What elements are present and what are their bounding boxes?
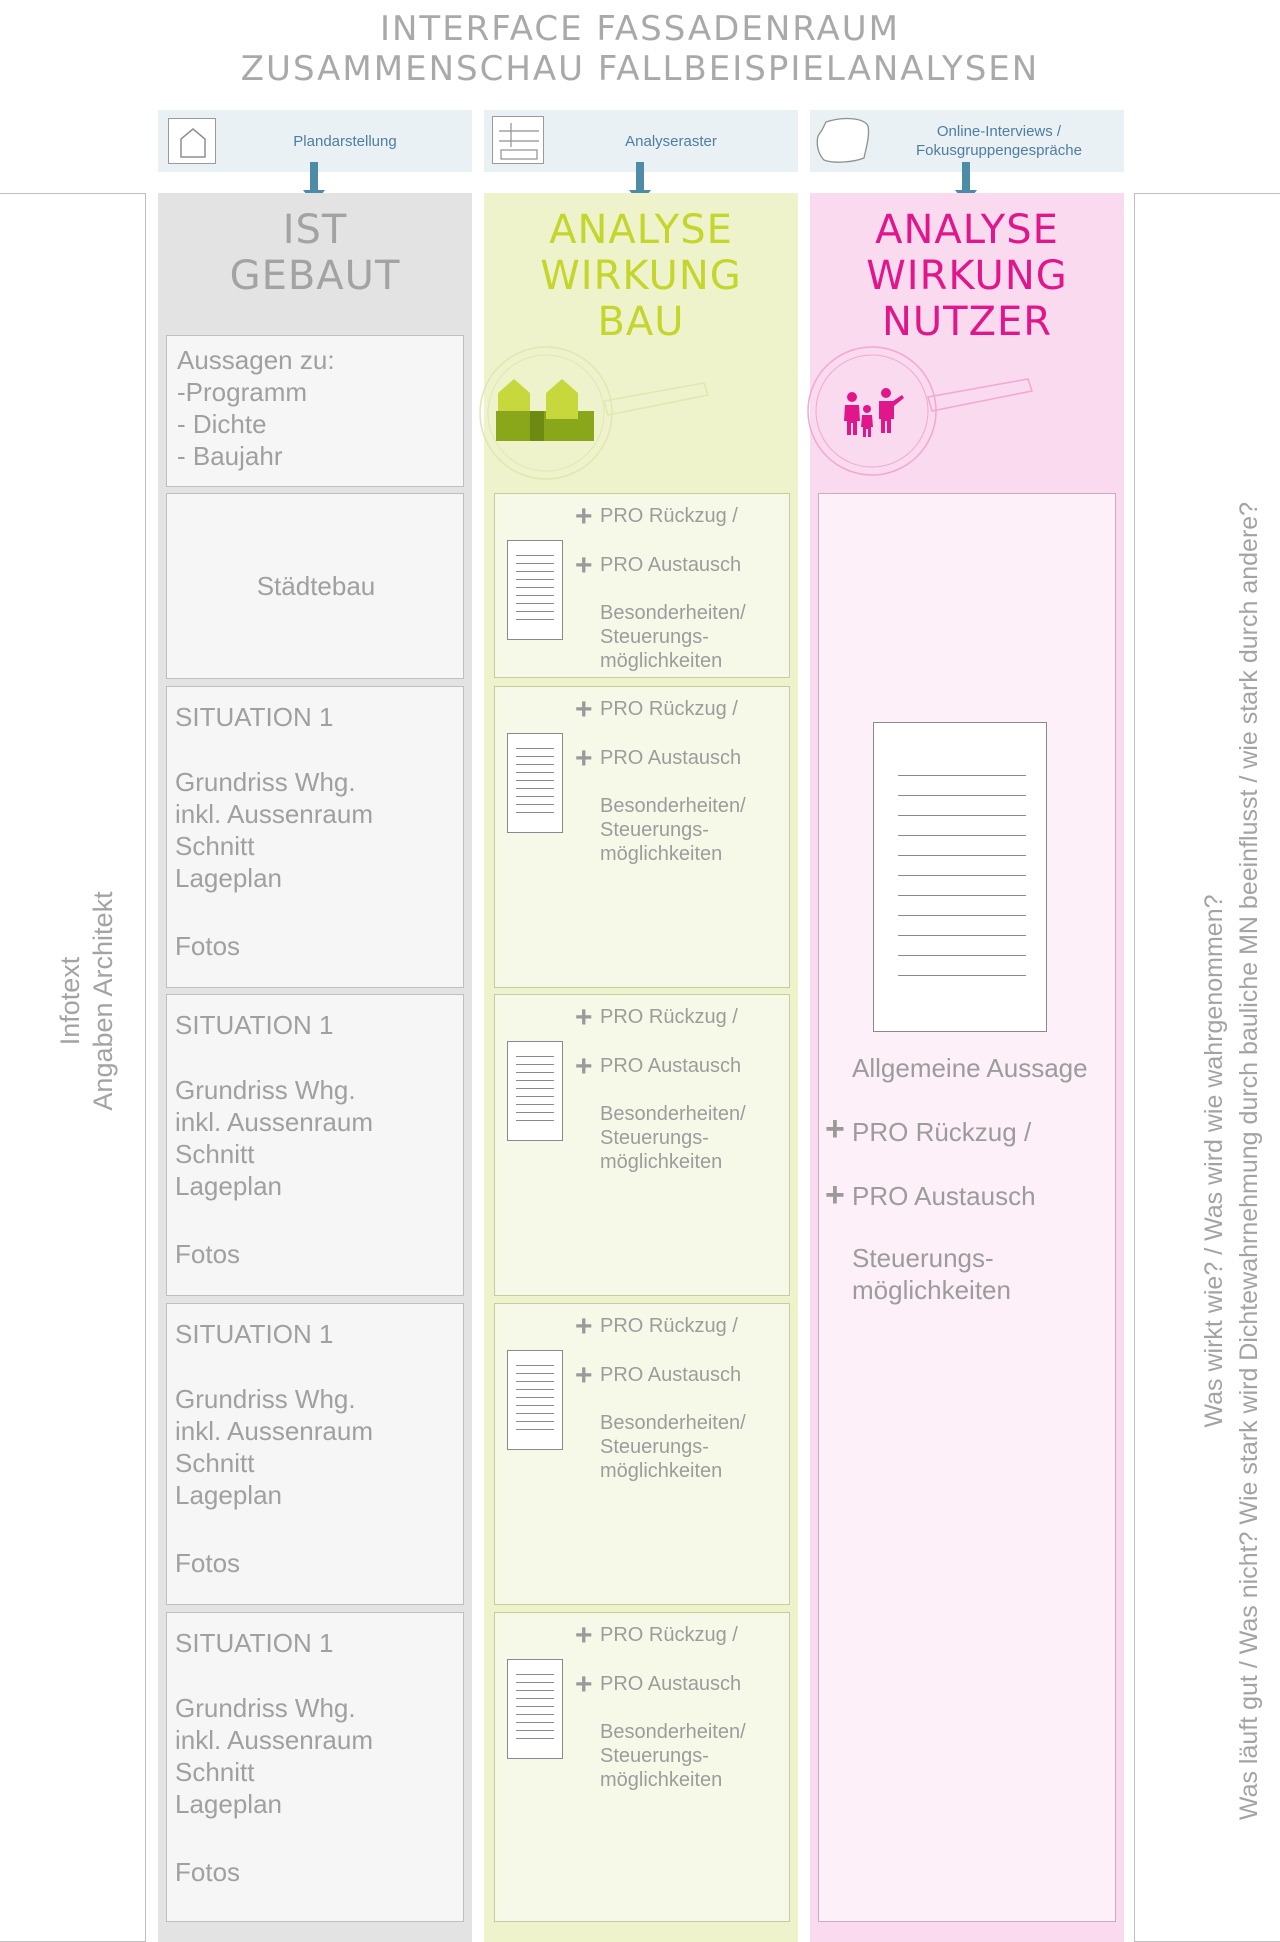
column-heading: GEBAUT: [229, 253, 401, 299]
situation-body: Grundriss Whg. inkl. Aussenraum Schnitt Lageplan: [175, 1075, 373, 1201]
column-wirkung-nutzer: [810, 193, 1124, 1942]
pro-austausch: PRO Austausch: [852, 1181, 1036, 1211]
situation-body: Grundriss Whg. inkl. Aussenraum Schnitt Lageplan: [175, 767, 373, 893]
analysis-row: [494, 1612, 790, 1922]
besonderheiten: Besonderheiten/ Steuerungs- möglichkeiten: [600, 1103, 746, 1173]
column-heading: WIRKUNG: [540, 253, 742, 299]
arrow-down-icon: [310, 162, 318, 192]
source-label: Plandarstellung: [293, 133, 397, 150]
column-heading: BAU: [597, 299, 685, 345]
grid-form-icon: [492, 116, 544, 164]
situation-title: SITUATION 1: [175, 702, 334, 732]
column-heading: IST: [282, 207, 348, 253]
besonderheiten: Besonderheiten/ Steuerungs- möglichkeiten: [600, 1721, 746, 1791]
situation-fotos: Fotos: [175, 1239, 241, 1269]
infotext-line2: Angaben Architekt: [88, 891, 118, 1111]
analysis-row: [494, 994, 790, 1296]
people-magnifier-icon: [802, 343, 1082, 483]
situation-box: [166, 1303, 464, 1605]
pro-austausch: PRO Austausch: [600, 1055, 742, 1077]
nutzer-summary-box: [818, 493, 1116, 1922]
plus-icon: +: [575, 1310, 593, 1343]
analysis-row: [494, 1303, 790, 1605]
house-outline-icon: [168, 118, 216, 164]
staedtebau-label: Städtebau: [256, 571, 376, 601]
situation-body: Grundriss Whg. inkl. Aussenraum Schnitt Lageplan: [175, 1693, 373, 1819]
questions-line1: Was wirkt wie? / Was wird wie wahrgenommen?: [1200, 894, 1228, 1428]
situation-title: SITUATION 1: [175, 1319, 334, 1349]
intro-text: Aussagen zu: -Programm - Dichte - Baujahr: [177, 345, 335, 471]
analysis-row: [494, 686, 790, 988]
pro-rueckzug: PRO Rückzug /: [600, 505, 738, 527]
pro-austausch: PRO Austausch: [600, 747, 742, 769]
situation-fotos: Fotos: [175, 931, 241, 961]
buildings-magnifier-icon: [476, 343, 756, 483]
pro-rueckzug: PRO Rückzug /: [600, 1624, 738, 1646]
infotext-sidebar: [0, 193, 146, 1942]
plus-icon: +: [825, 1110, 845, 1148]
plus-icon: +: [575, 742, 593, 775]
pro-austausch: PRO Austausch: [600, 554, 742, 576]
source-label-line1: Online-Interviews /: [936, 123, 1062, 140]
pro-rueckzug: PRO Rückzug /: [600, 1006, 738, 1028]
column-wirkung-bau: [484, 193, 798, 1942]
situation-fotos: Fotos: [175, 1857, 241, 1887]
plus-icon: +: [575, 1050, 593, 1083]
questions-line2: Was läuft gut / Was nicht? Wie stark wird Dichtewahrnehmung durch bauliche MN beeinflusst / wie stark durch andere?: [1235, 501, 1263, 1821]
page-title-line1: INTERFACE FASSADENRAUM: [379, 9, 901, 49]
situation-box: [166, 1612, 464, 1922]
besonderheiten: Besonderheiten/ Steuerungs- möglichkeiten: [600, 602, 746, 672]
pro-rueckzug: PRO Rückzug /: [600, 1315, 738, 1337]
arrow-down-icon: [636, 162, 644, 192]
column-heading: ANALYSE: [875, 207, 1059, 253]
document-icon: [507, 1659, 563, 1759]
arrow-down-icon: [962, 162, 970, 192]
plus-icon: +: [575, 1359, 593, 1392]
pro-austausch: PRO Austausch: [600, 1673, 742, 1695]
staedtebau-box: [166, 493, 464, 679]
column-ist-gebaut: [158, 193, 472, 1942]
source-label-line2: Fokusgruppengespräche: [916, 142, 1082, 159]
infotext-line1: Infotext: [55, 956, 85, 1046]
allgemeine-aussage: Allgemeine Aussage: [852, 1053, 1088, 1083]
plus-icon: +: [575, 1668, 593, 1701]
plus-icon: +: [575, 549, 593, 582]
plus-icon: +: [575, 1001, 593, 1034]
steuerungsmoeglichkeiten: Steuerungs- möglichkeiten: [852, 1243, 1011, 1305]
situation-fotos: Fotos: [175, 1548, 241, 1578]
plus-icon: +: [575, 500, 593, 533]
document-icon: [507, 1041, 563, 1141]
document-icon: [873, 722, 1047, 1032]
plus-icon: +: [575, 1619, 593, 1652]
situation-title: SITUATION 1: [175, 1628, 334, 1658]
document-icon: [507, 733, 563, 833]
source-label: Analyseraster: [625, 133, 717, 150]
plus-icon: +: [575, 693, 593, 726]
besonderheiten: Besonderheiten/ Steuerungs- möglichkeiten: [600, 1412, 746, 1482]
document-icon: [507, 1350, 563, 1450]
besonderheiten: Besonderheiten/ Steuerungs- möglichkeiten: [600, 795, 746, 865]
speech-bubble-icon: [814, 114, 872, 168]
situation-box: [166, 686, 464, 988]
column-heading: WIRKUNG: [866, 253, 1068, 299]
situation-body: Grundriss Whg. inkl. Aussenraum Schnitt Lageplan: [175, 1384, 373, 1510]
questions-sidebar: [1134, 193, 1280, 1942]
document-icon: [507, 540, 563, 640]
analysis-row: [494, 493, 790, 678]
situation-box: [166, 994, 464, 1296]
page-title-line2: ZUSAMMENSCHAU FALLBEISPIELANALYSEN: [240, 49, 1040, 89]
intro-box: [166, 335, 464, 487]
column-heading: NUTZER: [881, 299, 1053, 345]
pro-rueckzug: PRO Rückzug /: [852, 1117, 1032, 1147]
pro-austausch: PRO Austausch: [600, 1364, 742, 1386]
column-heading: ANALYSE: [549, 207, 733, 253]
plus-icon: +: [825, 1176, 845, 1214]
situation-title: SITUATION 1: [175, 1010, 334, 1040]
pro-rueckzug: PRO Rückzug /: [600, 698, 738, 720]
